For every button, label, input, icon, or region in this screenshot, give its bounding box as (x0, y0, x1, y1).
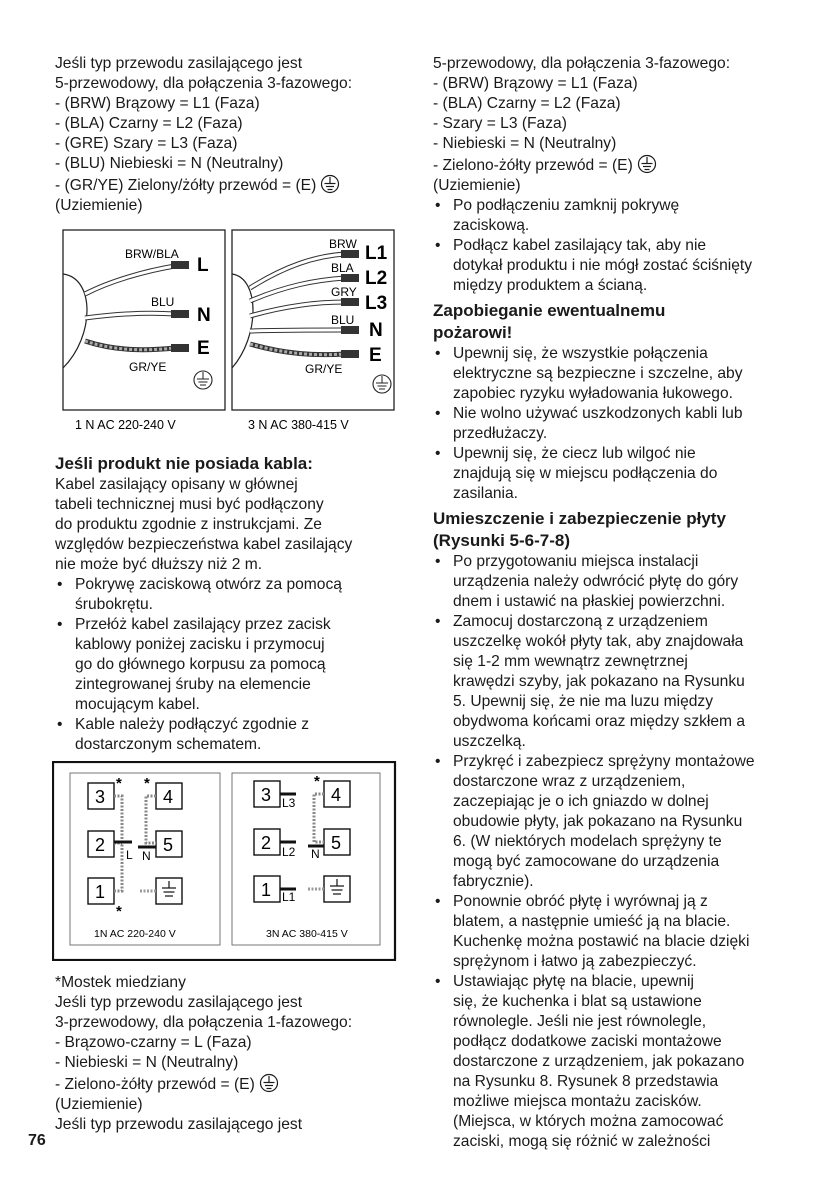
earth-ground-icon (320, 174, 340, 194)
terminal-label: L1 (282, 890, 296, 904)
earth-ground-icon (373, 375, 391, 393)
text-line: tabeli technicznej musi być podłączony (55, 496, 324, 513)
earth-terminal-icon (330, 879, 344, 894)
terminal-number: 4 (331, 785, 342, 805)
list-item: • Przykręć i zabezpiecz sprężyny montażowe dostarczone wraz z urządzeniem, zaczepiając je o ich gniazdo w dolnej obudowie płyty, jak pokazano na Rysunku 6. (W niektórych modelach sprężyny te mogą być zamocowane do urządzenia fabrycznie). (433, 752, 788, 892)
text-line: - Brązowo-czarny = L (Faza) (55, 1034, 252, 1051)
terminal-label: L3 (365, 293, 388, 314)
text-line: - (BRW) Brązowy = L1 (Faza) (433, 75, 638, 92)
text-line: - Zielono-żółty przewód = (E) (55, 1073, 400, 1095)
terminal-label: L2 (365, 268, 388, 289)
terminal-label: L1 (365, 243, 388, 264)
terminal-diagram-svg (52, 761, 397, 961)
terminal-label: L2 (282, 845, 296, 859)
text-line: Jeśli typ przewodu zasilającego jest (55, 994, 303, 1011)
diagram-caption: 3N AC 380-415 V (266, 928, 348, 940)
wire-label: BRW/BLA (125, 247, 179, 261)
bullet-list (55, 575, 400, 755)
list-item: • Ponownie obróć płytę i wyrównaj ją z blatem, a następnie umieść ją na blacie. Kuchenkę można postawić na blacie dzięki sprężynom i łatwo ją zabezpieczyć. (433, 892, 788, 972)
list-item: • Pokrywę zaciskową otwórz za pomocą śrubokrętu. (55, 575, 400, 615)
earth-terminal-icon (162, 881, 176, 896)
terminal-number: 3 (95, 787, 106, 807)
wire-label: BRW (329, 237, 357, 251)
list-item: • Zamocuj dostarczoną z urządzeniem uszczelkę wokół płyty tak, aby znajdowała się 1-2 mm wewnątrz zewnętrznej krawędzi szyby, jak pokazano na Rysunku 5. Upewnij się, że nie ma luzu między obydwoma końcami oraz między szkłem a uszczelką. (433, 612, 788, 752)
bullet-list (433, 196, 788, 296)
list-item: • Po podłączeniu zamknij pokrywę zaciskową. (433, 196, 788, 236)
bullet-list (433, 344, 788, 504)
intro-3-phase-text (433, 54, 788, 196)
terminal-label: N (197, 305, 211, 326)
list-item: • Ustawiając płytę na blacie, upewnij się, że kuchenka i blat są ustawione równolegle. Jeśli nie jest równolegle, podłącz dodatkowe zaciski montażowe dostarczone z urządzeniem, jak pokazano na Rysunku 8. Rysunek 8 przedstawia możliwe miejsca montażu zacisków. (Miejsca, w których można zamocować zaciski, mogą się różnić w zależności (433, 972, 788, 1152)
diagram-caption: 1 N AC 220-240 V (75, 418, 176, 432)
text-line: - (BLU) Niebieski = N (Neutralny) (55, 155, 284, 172)
terminal-label: E (197, 338, 210, 359)
list-item: • Kable należy podłączyć zgodnie z dostarczonym schematem. (55, 715, 400, 755)
text-line: - (BLA) Czarny = L2 (Faza) (433, 95, 621, 112)
left-column (55, 54, 400, 1135)
terminal-label: L (126, 848, 133, 862)
text-line: do produktu zgodnie z instrukcjami. Ze (55, 516, 322, 533)
text-line: (Uziemienie) (433, 177, 521, 194)
text-line: - Zielono-żółty przewód = (E) (433, 154, 788, 176)
earth-ground-icon (259, 1073, 279, 1093)
terminal-label: N (311, 847, 320, 861)
terminal-number: 1 (95, 882, 106, 902)
terminal-number: 2 (95, 835, 106, 855)
terminal-number: 3 (261, 785, 272, 805)
section-heading-no-cable: Jeśli produkt nie posiada kabla: (55, 454, 313, 473)
terminal-label: N (142, 849, 151, 863)
wire-label: BLA (331, 261, 354, 275)
earth-ground-icon (194, 371, 212, 389)
right-column (433, 54, 788, 1152)
terminal-number: 2 (261, 833, 272, 853)
text-line: (Uziemienie) (55, 197, 143, 214)
text-line: - Niebieski = N (Neutralny) (433, 135, 617, 152)
list-item: • Nie wolno używać uszkodzonych kabli lub przedłużaczy. (433, 404, 788, 444)
list-item: • Upewnij się, że ciecz lub wilgoć nie znajdują się w miejscu podłączenia do zasilania. (433, 444, 788, 504)
bullet-list (433, 552, 788, 1152)
text-line: 5-przewodowy, dla połączenia 3-fazowego: (433, 55, 731, 72)
list-item: • Po przygotowaniu miejsca instalacji urządzenia należy odwrócić płytę do góry dnem i ustawić na płaskiej powierzchni. (433, 552, 788, 612)
terminal-label: E (369, 345, 382, 366)
terminal-bridge-diagram (52, 761, 397, 961)
text-line: - (GRE) Szary = L3 (Faza) (55, 135, 238, 152)
section-heading-placement: Umieszczenie i zabezpieczenie płyty (Rysunki 5-6-7-8) (433, 509, 726, 550)
diagram-caption: 3 N AC 380-415 V (248, 418, 349, 432)
asterisk-mark: * (116, 903, 122, 920)
terminal-label: L (197, 255, 209, 276)
text-line: - (BRW) Brązowy = L1 (Faza) (55, 95, 260, 112)
text-line: - (GR/YE) Zielony/żółty przewód = (E) (55, 174, 400, 196)
text-line: (Uziemienie) (55, 1096, 143, 1113)
text-line: Jeśli typ przewodu zasilającego jest (55, 1116, 303, 1133)
text-line: Kabel zasilający opisany w głównej (55, 476, 298, 493)
text-line: - (BLA) Czarny = L2 (Faza) (55, 115, 243, 132)
asterisk-mark: * (144, 775, 150, 792)
terminal-number: 5 (163, 835, 174, 855)
terminal-label: N (369, 320, 383, 341)
list-item: • Podłącz kabel zasilający tak, aby nie dotykał produktu i nie mógł zostać ściśnięty między produktem a ścianą. (433, 236, 788, 296)
terminal-number: 4 (163, 787, 174, 807)
wire-label: BLU (151, 295, 175, 309)
terminal-label: L3 (282, 796, 296, 810)
footnote: *Mostek miedziany (55, 974, 186, 991)
text-line: 3-przewodowy, dla połączenia 1-fazowego: (55, 1014, 353, 1031)
wire-label: GR/YE (129, 360, 167, 374)
text-line: Jeśli typ przewodu zasilającego jest (55, 55, 303, 72)
intro-5-wire-text (55, 54, 400, 216)
text-line: względów bezpieczeństwa kabel zasilający (55, 536, 353, 553)
terminal-number: 5 (331, 833, 342, 853)
asterisk-mark: * (314, 773, 320, 790)
wire-label: GRY (331, 285, 357, 299)
diagram-caption: 1N AC 220-240 V (94, 928, 176, 940)
terminal-number: 1 (261, 880, 272, 900)
wire-label: BLU (331, 313, 355, 327)
single-phase-text (55, 973, 400, 1135)
wire-label: GR/YE (305, 362, 343, 376)
list-item: • Przełóż kabel zasilający przez zacisk kablowy poniżej zacisku i przymocuj go do głównego korpusu za pomocą zintegrowanej śruby na elemencie mocującym kabel. (55, 615, 400, 715)
no-cable-paragraph (55, 475, 400, 575)
text-line: - Niebieski = N (Neutralny) (55, 1054, 239, 1071)
list-item: • Upewnij się, że wszystkie połączenia elektryczne są bezpieczne i szczelne, aby zapobiec ryzyku wyładowania łukowego. (433, 344, 788, 404)
text-line: 5-przewodowy, dla połączenia 3-fazowego: (55, 75, 353, 92)
wiring-diagram-cable (55, 226, 395, 441)
text-line: - Szary = L3 (Faza) (433, 115, 567, 132)
wiring-diagram-svg (55, 226, 395, 441)
text-line: nie może być dłuższy niż 2 m. (55, 556, 263, 573)
section-heading-fire: Zapobieganie ewentualnemu pożarowi! (433, 301, 666, 342)
page-number: 76 (28, 1132, 46, 1149)
asterisk-mark: * (116, 775, 122, 792)
earth-ground-icon (637, 154, 657, 174)
